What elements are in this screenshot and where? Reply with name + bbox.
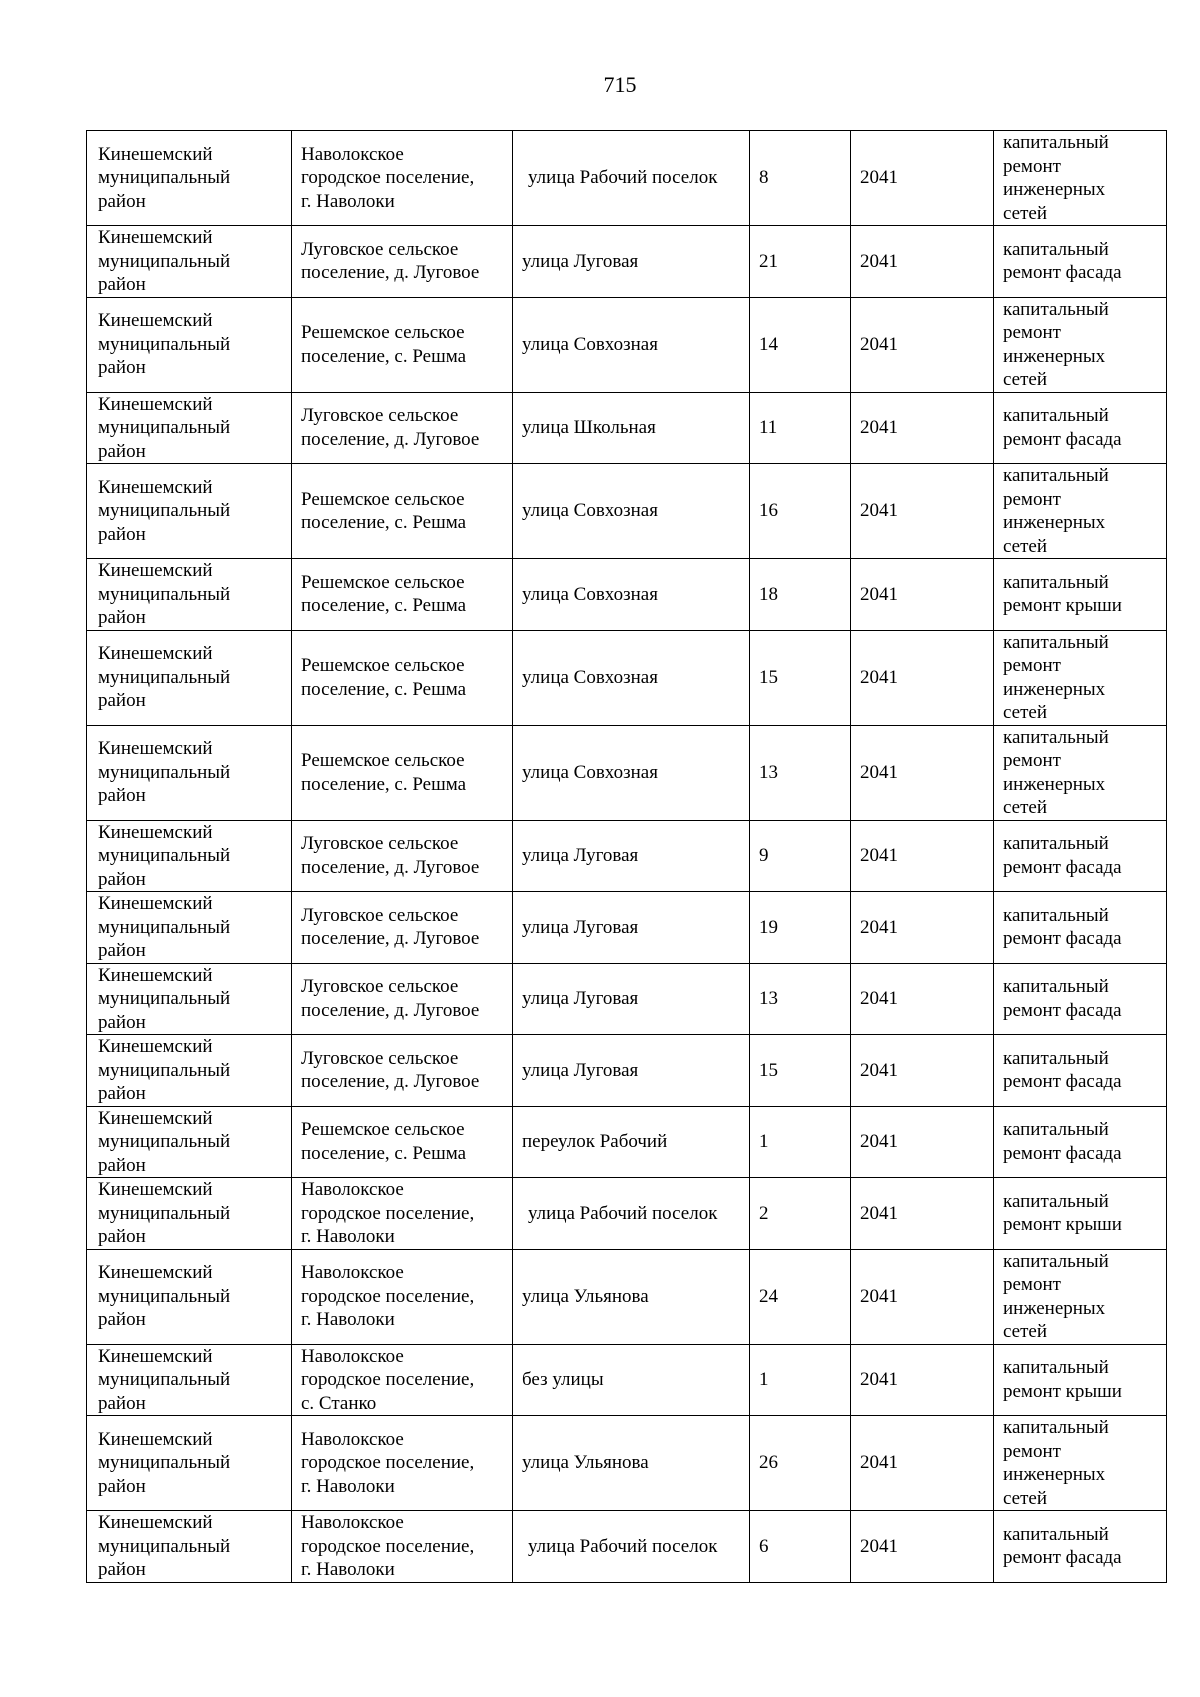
table-row xyxy=(87,392,1167,464)
street-cell: улица Рабочий поселок xyxy=(513,1178,750,1250)
house-number-cell: 6 xyxy=(750,1511,851,1583)
street-cell: улица Рабочий поселок xyxy=(513,1511,750,1583)
table-row xyxy=(87,226,1167,298)
year-cell: 2041 xyxy=(851,892,994,964)
table-row xyxy=(87,297,1167,392)
table-row xyxy=(87,892,1167,964)
work-type-cell: капитальный ремонт инженерных сетей xyxy=(994,1416,1167,1511)
house-number-cell: 21 xyxy=(750,226,851,298)
work-type-cell: капитальный ремонт инженерных сетей xyxy=(994,725,1167,820)
settlement-cell: Луговское сельское поселение, д. Луговое xyxy=(292,892,513,964)
work-type-cell: капитальный ремонт инженерных сетей xyxy=(994,1249,1167,1344)
street-cell: улица Луговая xyxy=(513,226,750,298)
year-cell: 2041 xyxy=(851,392,994,464)
street-cell: улица Совхозная xyxy=(513,630,750,725)
house-number-cell: 26 xyxy=(750,1416,851,1511)
district-cell: Кинешемский муниципальный район xyxy=(87,1344,292,1416)
district-cell: Кинешемский муниципальный район xyxy=(87,297,292,392)
work-type-cell: капитальный ремонт фасада xyxy=(994,820,1167,892)
house-number-cell: 13 xyxy=(750,725,851,820)
work-type-cell: капитальный ремонт фасада xyxy=(994,1035,1167,1107)
house-number-cell: 18 xyxy=(750,559,851,631)
district-cell: Кинешемский муниципальный район xyxy=(87,1106,292,1178)
work-type-cell: капитальный ремонт крыши xyxy=(994,1344,1167,1416)
work-type-cell: капитальный ремонт фасада xyxy=(994,892,1167,964)
settlement-cell: Луговское сельское поселение, д. Луговое xyxy=(292,1035,513,1107)
house-number-cell: 24 xyxy=(750,1249,851,1344)
table-row xyxy=(87,1511,1167,1583)
house-number-cell: 1 xyxy=(750,1344,851,1416)
work-type-cell: капитальный ремонт инженерных сетей xyxy=(994,464,1167,559)
street-cell: улица Луговая xyxy=(513,1035,750,1107)
table-row xyxy=(87,630,1167,725)
work-type-cell: капитальный ремонт инженерных сетей xyxy=(994,131,1167,226)
settlement-cell: Наволокское городское поселение, г. Наволоки xyxy=(292,1178,513,1250)
year-cell: 2041 xyxy=(851,1106,994,1178)
year-cell: 2041 xyxy=(851,464,994,559)
work-type-cell: капитальный ремонт фасада xyxy=(994,392,1167,464)
street-cell: улица Совхозная xyxy=(513,464,750,559)
table-row xyxy=(87,725,1167,820)
settlement-cell: Луговское сельское поселение, д. Луговое xyxy=(292,820,513,892)
year-cell: 2041 xyxy=(851,630,994,725)
settlement-cell: Наволокское городское поселение, г. Наволоки xyxy=(292,1511,513,1583)
table-row xyxy=(87,131,1167,226)
house-number-cell: 11 xyxy=(750,392,851,464)
year-cell: 2041 xyxy=(851,1249,994,1344)
house-number-cell: 19 xyxy=(750,892,851,964)
settlement-cell: Луговское сельское поселение, д. Луговое xyxy=(292,963,513,1035)
page-number: 715 xyxy=(603,72,637,97)
work-type-cell: капитальный ремонт фасада xyxy=(994,963,1167,1035)
settlement-cell: Решемское сельское поселение, с. Решма xyxy=(292,1106,513,1178)
district-cell: Кинешемский муниципальный район xyxy=(87,1249,292,1344)
district-cell: Кинешемский муниципальный район xyxy=(87,559,292,631)
settlement-cell: Наволокское городское поселение, г. Наволоки xyxy=(292,1249,513,1344)
house-number-cell: 16 xyxy=(750,464,851,559)
year-cell: 2041 xyxy=(851,1416,994,1511)
district-cell: Кинешемский муниципальный район xyxy=(87,392,292,464)
settlement-cell: Наволокское городское поселение, с. Станко xyxy=(292,1344,513,1416)
year-cell: 2041 xyxy=(851,820,994,892)
year-cell: 2041 xyxy=(851,1511,994,1583)
settlement-cell: Решемское сельское поселение, с. Решма xyxy=(292,559,513,631)
settlement-cell: Наволокское городское поселение, г. Наволоки xyxy=(292,1416,513,1511)
table-row xyxy=(87,1344,1167,1416)
district-cell: Кинешемский муниципальный район xyxy=(87,1035,292,1107)
work-type-cell: капитальный ремонт инженерных сетей xyxy=(994,630,1167,725)
year-cell: 2041 xyxy=(851,1344,994,1416)
district-cell: Кинешемский муниципальный район xyxy=(87,1511,292,1583)
year-cell: 2041 xyxy=(851,725,994,820)
settlement-cell: Наволокское городское поселение, г. Наволоки xyxy=(292,131,513,226)
settlement-cell: Луговское сельское поселение, д. Луговое xyxy=(292,226,513,298)
work-type-cell: капитальный ремонт фасада xyxy=(994,1106,1167,1178)
house-number-cell: 15 xyxy=(750,630,851,725)
year-cell: 2041 xyxy=(851,226,994,298)
house-number-cell: 14 xyxy=(750,297,851,392)
work-type-cell: капитальный ремонт фасада xyxy=(994,1511,1167,1583)
table-row xyxy=(87,464,1167,559)
district-cell: Кинешемский муниципальный район xyxy=(87,963,292,1035)
house-number-cell: 13 xyxy=(750,963,851,1035)
house-number-cell: 2 xyxy=(750,1178,851,1250)
house-number-cell: 15 xyxy=(750,1035,851,1107)
year-cell: 2041 xyxy=(851,297,994,392)
year-cell: 2041 xyxy=(851,131,994,226)
street-cell: улица Ульянова xyxy=(513,1416,750,1511)
table-row xyxy=(87,820,1167,892)
repair-schedule-table xyxy=(86,130,1167,1583)
street-cell: без улицы xyxy=(513,1344,750,1416)
year-cell: 2041 xyxy=(851,559,994,631)
settlement-cell: Решемское сельское поселение, с. Решма xyxy=(292,725,513,820)
table-row xyxy=(87,559,1167,631)
table-row xyxy=(87,1106,1167,1178)
street-cell: улица Луговая xyxy=(513,892,750,964)
house-number-cell: 9 xyxy=(750,820,851,892)
street-cell: улица Рабочий поселок xyxy=(513,131,750,226)
table-row xyxy=(87,1416,1167,1511)
district-cell: Кинешемский муниципальный район xyxy=(87,725,292,820)
work-type-cell: капитальный ремонт инженерных сетей xyxy=(994,297,1167,392)
work-type-cell: капитальный ремонт крыши xyxy=(994,559,1167,631)
district-cell: Кинешемский муниципальный район xyxy=(87,1178,292,1250)
table-row xyxy=(87,1035,1167,1107)
settlement-cell: Решемское сельское поселение, с. Решма xyxy=(292,464,513,559)
district-cell: Кинешемский муниципальный район xyxy=(87,226,292,298)
district-cell: Кинешемский муниципальный район xyxy=(87,892,292,964)
district-cell: Кинешемский муниципальный район xyxy=(87,131,292,226)
street-cell: переулок Рабочий xyxy=(513,1106,750,1178)
table-body xyxy=(87,131,1167,1583)
street-cell: улица Совхозная xyxy=(513,297,750,392)
work-type-cell: капитальный ремонт крыши xyxy=(994,1178,1167,1250)
street-cell: улица Совхозная xyxy=(513,725,750,820)
year-cell: 2041 xyxy=(851,963,994,1035)
district-cell: Кинешемский муниципальный район xyxy=(87,820,292,892)
house-number-cell: 8 xyxy=(750,131,851,226)
year-cell: 2041 xyxy=(851,1035,994,1107)
street-cell: улица Школьная xyxy=(513,392,750,464)
house-number-cell: 1 xyxy=(750,1106,851,1178)
settlement-cell: Решемское сельское поселение, с. Решма xyxy=(292,630,513,725)
settlement-cell: Луговское сельское поселение, д. Луговое xyxy=(292,392,513,464)
district-cell: Кинешемский муниципальный район xyxy=(87,464,292,559)
table-row xyxy=(87,963,1167,1035)
settlement-cell: Решемское сельское поселение, с. Решма xyxy=(292,297,513,392)
year-cell: 2041 xyxy=(851,1178,994,1250)
table-row xyxy=(87,1249,1167,1344)
street-cell: улица Луговая xyxy=(513,820,750,892)
street-cell: улица Ульянова xyxy=(513,1249,750,1344)
work-type-cell: капитальный ремонт фасада xyxy=(994,226,1167,298)
district-cell: Кинешемский муниципальный район xyxy=(87,630,292,725)
district-cell: Кинешемский муниципальный район xyxy=(87,1416,292,1511)
table-row xyxy=(87,1178,1167,1250)
street-cell: улица Совхозная xyxy=(513,559,750,631)
street-cell: улица Луговая xyxy=(513,963,750,1035)
